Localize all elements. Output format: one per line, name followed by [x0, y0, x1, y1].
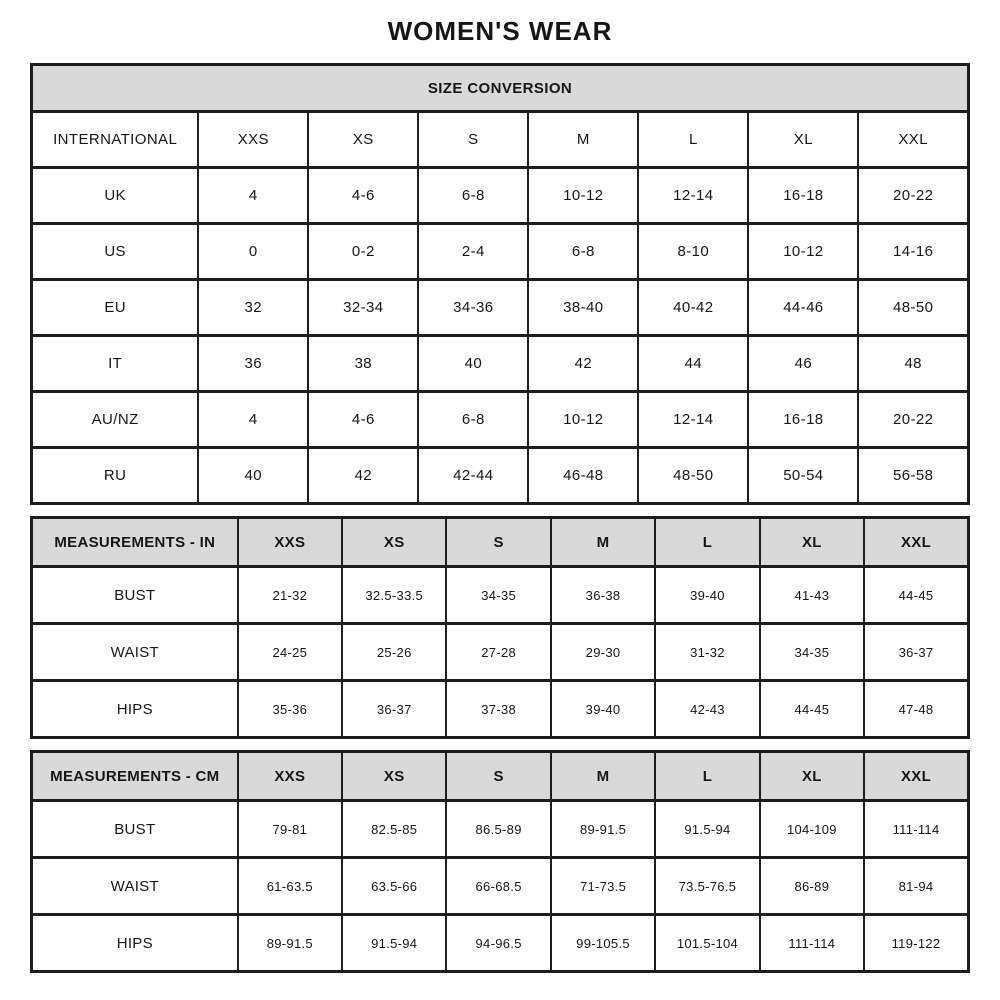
- table-cell: 36-37: [864, 624, 968, 681]
- table-cell: 0-2: [308, 224, 418, 280]
- table-cell: 12-14: [638, 392, 748, 448]
- table-cell: 21-32: [238, 567, 342, 624]
- table-cell: 36-37: [342, 681, 446, 738]
- table-header-row: [32, 752, 969, 801]
- table-cell: 10-12: [748, 224, 858, 280]
- table-cell: 91.5-94: [342, 915, 446, 972]
- table-cell: 79-81: [238, 801, 342, 858]
- table-cell: 4: [198, 392, 308, 448]
- table-cell: 48-50: [858, 280, 968, 336]
- size-header: XS: [308, 112, 418, 168]
- table-cell: 46-48: [528, 448, 638, 504]
- row-label: BUST: [32, 801, 238, 858]
- row-label: BUST: [32, 567, 238, 624]
- size-header: XXS: [238, 518, 342, 567]
- table-cell: 48: [858, 336, 968, 392]
- table-cell: 119-122: [864, 915, 968, 972]
- table-cell: 32-34: [308, 280, 418, 336]
- row-label: UK: [32, 168, 199, 224]
- size-header: XS: [342, 518, 446, 567]
- size-header: XXL: [864, 518, 968, 567]
- table-cell: 111-114: [760, 915, 864, 972]
- measurements-in-table: [30, 516, 970, 739]
- table-cell: 6-8: [418, 392, 528, 448]
- table-cell: 4: [198, 168, 308, 224]
- row-label: AU/NZ: [32, 392, 199, 448]
- table-header-row: [32, 65, 969, 112]
- table-cell: 86.5-89: [446, 801, 550, 858]
- table-cell: 4-6: [308, 392, 418, 448]
- table-row: [32, 915, 969, 972]
- size-header: M: [551, 518, 655, 567]
- row-label: RU: [32, 448, 199, 504]
- table-cell: 99-105.5: [551, 915, 655, 972]
- table-header-row: [32, 518, 969, 567]
- table-cell: 66-68.5: [446, 858, 550, 915]
- table-cell: 29-30: [551, 624, 655, 681]
- table-row: [32, 224, 969, 280]
- table-cell: 27-28: [446, 624, 550, 681]
- table-cell: 101.5-104: [655, 915, 759, 972]
- table-cell: 47-48: [864, 681, 968, 738]
- table-cell: 12-14: [638, 168, 748, 224]
- table-cell: 41-43: [760, 567, 864, 624]
- size-header: XL: [760, 752, 864, 801]
- size-header-row: [32, 112, 969, 168]
- size-header: M: [551, 752, 655, 801]
- table-row: [32, 280, 969, 336]
- size-header: L: [655, 752, 759, 801]
- measurements-cm-table: [30, 750, 970, 973]
- table-cell: 38: [308, 336, 418, 392]
- table-cell: 40: [198, 448, 308, 504]
- size-conversion-table: [30, 63, 970, 505]
- table-cell: 10-12: [528, 168, 638, 224]
- table-cell: 42-44: [418, 448, 528, 504]
- table-cell: 10-12: [528, 392, 638, 448]
- table-cell: 20-22: [858, 392, 968, 448]
- table-title: SIZE CONVERSION: [32, 65, 969, 112]
- table-cell: 34-36: [418, 280, 528, 336]
- table-row: [32, 858, 969, 915]
- table-cell: 44-45: [864, 567, 968, 624]
- table-cell: 56-58: [858, 448, 968, 504]
- table-cell: 34-35: [446, 567, 550, 624]
- table-cell: 20-22: [858, 168, 968, 224]
- table-cell: 81-94: [864, 858, 968, 915]
- table-cell: 82.5-85: [342, 801, 446, 858]
- row-label: IT: [32, 336, 199, 392]
- row-label: HIPS: [32, 915, 238, 972]
- page-title: WOMEN'S WEAR: [387, 16, 613, 46]
- table-cell: 36-38: [551, 567, 655, 624]
- table-cell: 44: [638, 336, 748, 392]
- table-row: [32, 392, 969, 448]
- row-label: EU: [32, 280, 199, 336]
- table-cell: 2-4: [418, 224, 528, 280]
- table-title: MEASUREMENTS - IN: [32, 518, 238, 567]
- row-label: WAIST: [32, 858, 238, 915]
- table-cell: 14-16: [858, 224, 968, 280]
- table-row: [32, 567, 969, 624]
- size-header: XXS: [238, 752, 342, 801]
- table-cell: 94-96.5: [446, 915, 550, 972]
- table-row: [32, 681, 969, 738]
- size-header: S: [446, 752, 550, 801]
- size-header: XS: [342, 752, 446, 801]
- table-cell: 61-63.5: [238, 858, 342, 915]
- table-cell: 16-18: [748, 392, 858, 448]
- size-header: XXS: [198, 112, 308, 168]
- table-cell: 34-35: [760, 624, 864, 681]
- table-cell: 46: [748, 336, 858, 392]
- table-cell: 91.5-94: [655, 801, 759, 858]
- size-header: XXL: [864, 752, 968, 801]
- table-cell: 39-40: [551, 681, 655, 738]
- table-cell: 37-38: [446, 681, 550, 738]
- table-cell: 89-91.5: [238, 915, 342, 972]
- table-cell: 48-50: [638, 448, 748, 504]
- table-cell: 104-109: [760, 801, 864, 858]
- row-label: HIPS: [32, 681, 238, 738]
- table-cell: 86-89: [760, 858, 864, 915]
- table-cell: 24-25: [238, 624, 342, 681]
- size-header: S: [446, 518, 550, 567]
- table-cell: 40: [418, 336, 528, 392]
- table-cell: 38-40: [528, 280, 638, 336]
- table-cell: 111-114: [864, 801, 968, 858]
- table-cell: 6-8: [528, 224, 638, 280]
- table-row: [32, 801, 969, 858]
- table-cell: 40-42: [638, 280, 748, 336]
- size-header: S: [418, 112, 528, 168]
- table-row: [32, 624, 969, 681]
- table-cell: 32: [198, 280, 308, 336]
- table-cell: 16-18: [748, 168, 858, 224]
- row-label: INTERNATIONAL: [32, 112, 199, 168]
- table-row: [32, 336, 969, 392]
- table-cell: 4-6: [308, 168, 418, 224]
- table-cell: 73.5-76.5: [655, 858, 759, 915]
- table-cell: 42-43: [655, 681, 759, 738]
- size-header: L: [638, 112, 748, 168]
- table-cell: 36: [198, 336, 308, 392]
- table-cell: 6-8: [418, 168, 528, 224]
- table-row: [32, 448, 969, 504]
- row-label: WAIST: [32, 624, 238, 681]
- table-cell: 0: [198, 224, 308, 280]
- table-cell: 25-26: [342, 624, 446, 681]
- size-header: XL: [760, 518, 864, 567]
- table-cell: 50-54: [748, 448, 858, 504]
- size-header: M: [528, 112, 638, 168]
- table-title: MEASUREMENTS - CM: [32, 752, 238, 801]
- table-cell: 31-32: [655, 624, 759, 681]
- table-cell: 39-40: [655, 567, 759, 624]
- table-cell: 71-73.5: [551, 858, 655, 915]
- table-cell: 8-10: [638, 224, 748, 280]
- size-header: XL: [748, 112, 858, 168]
- table-cell: 42: [308, 448, 418, 504]
- size-header: L: [655, 518, 759, 567]
- table-cell: 89-91.5: [551, 801, 655, 858]
- table-cell: 44-46: [748, 280, 858, 336]
- size-header: XXL: [858, 112, 968, 168]
- table-cell: 32.5-33.5: [342, 567, 446, 624]
- row-label: US: [32, 224, 199, 280]
- table-cell: 63.5-66: [342, 858, 446, 915]
- table-cell: 35-36: [238, 681, 342, 738]
- table-cell: 44-45: [760, 681, 864, 738]
- table-cell: 42: [528, 336, 638, 392]
- table-row: [32, 168, 969, 224]
